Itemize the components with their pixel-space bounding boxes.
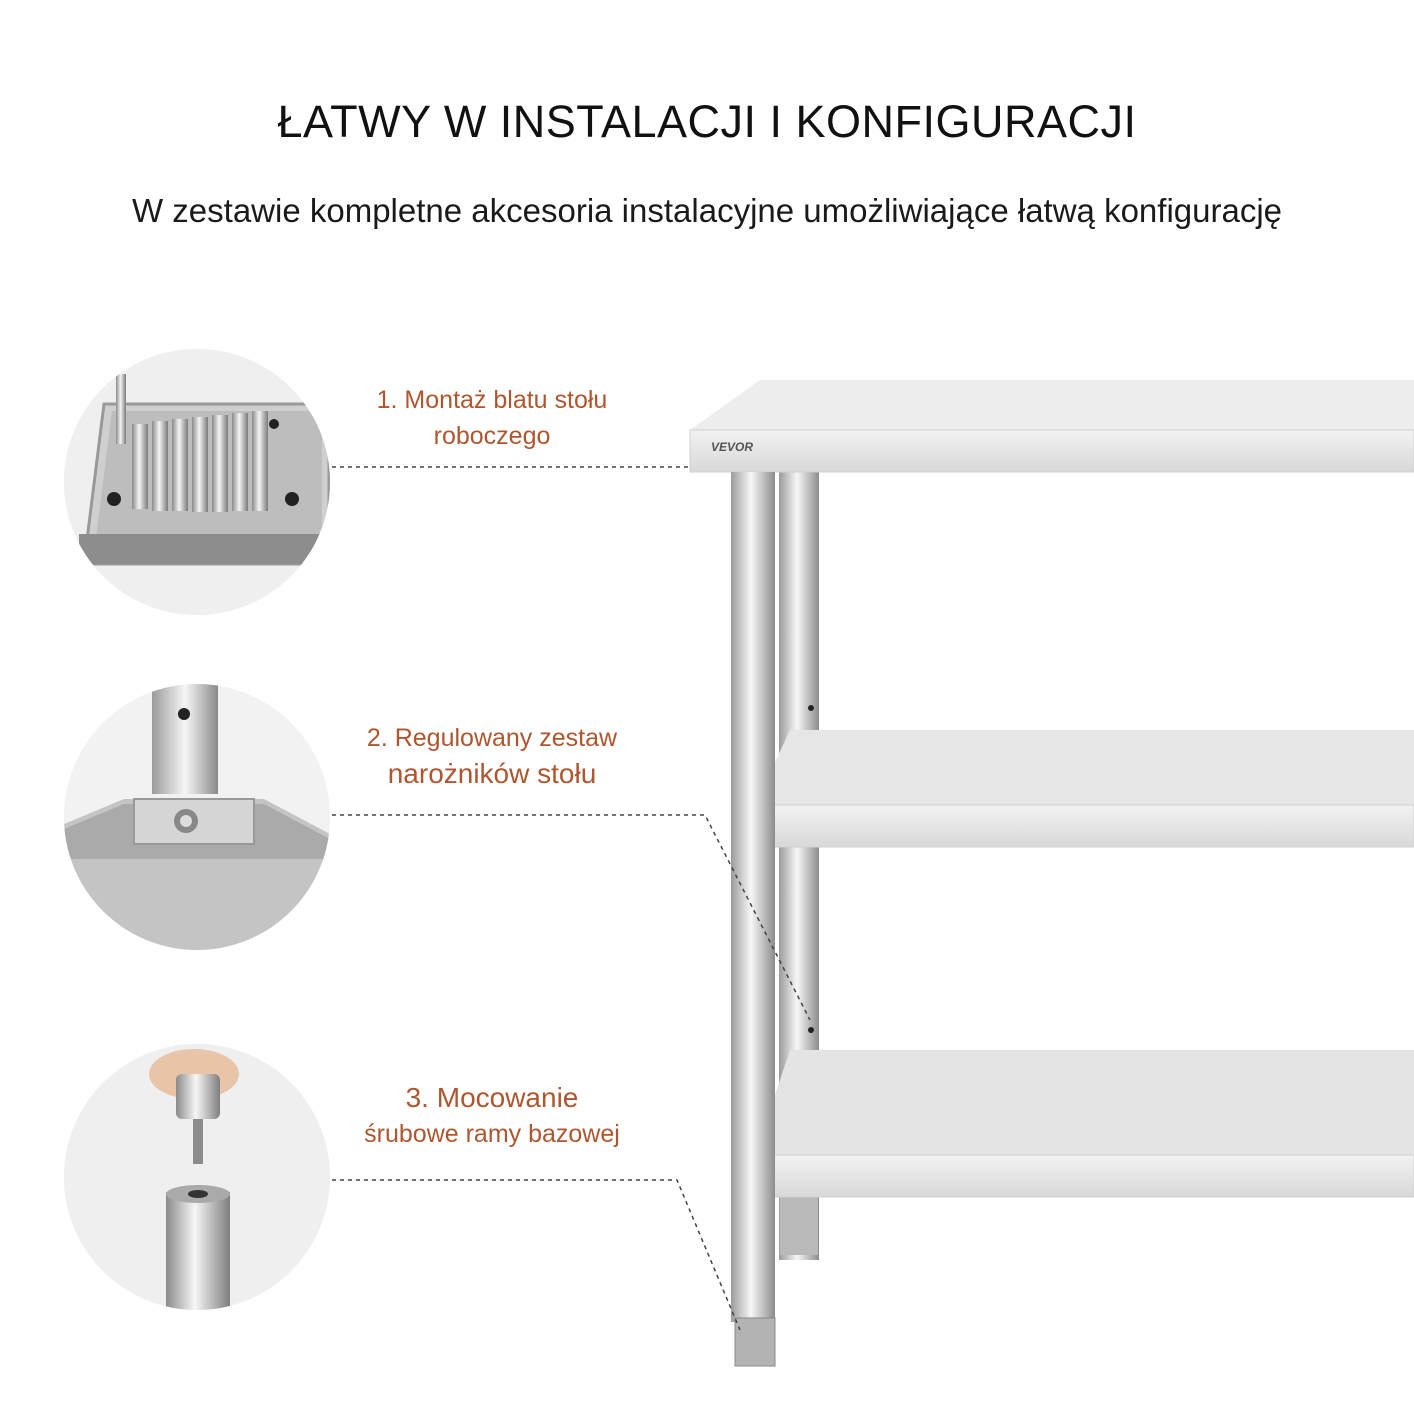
page-title: ŁATWY W INSTALACJI I KONFIGURACJI [277, 96, 1137, 147]
step-1-line-2: roboczego [433, 422, 551, 450]
step-2-line-1: 2. Regulowany zestaw [366, 724, 618, 752]
page-subtitle: W zestawie kompletne akcesoria instalacyjne umożliwiające łatwą konfigurację [131, 192, 1283, 229]
step-1-line-1: 1. Montaż blatu stołu [376, 386, 608, 414]
step-3-line-1: 3. Mocowanie [405, 1082, 579, 1113]
vevor-logo: VEVOR [711, 440, 754, 454]
step-3-line-2: śrubowe ramy bazowej [364, 1120, 620, 1148]
step-2-line-2: narożników stołu [387, 758, 597, 789]
